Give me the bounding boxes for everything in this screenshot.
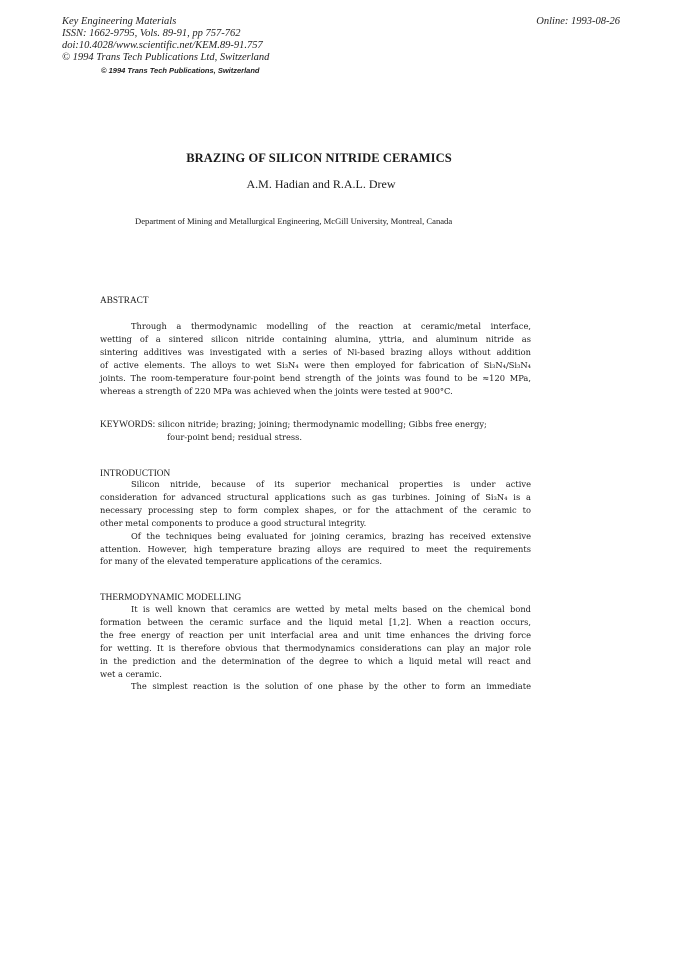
thermo-line: for wetting. It is therefore obvious that thermodynamics considerations can play an major role — [100, 642, 531, 653]
online-date: Online: 1993-08-26 — [536, 16, 620, 27]
thermo-line: wet a ceramic. — [100, 668, 162, 679]
keywords-block — [100, 418, 540, 432]
introduction-body — [100, 478, 531, 568]
intro-line: other metal components to produce a good structural integrity. — [100, 517, 367, 528]
abstract-line: Through a thermodynamic modelling of the reaction at ceramic/metal interface, — [131, 321, 531, 331]
thermo-line: the free energy of reaction per unit interfacial area and unit time enhances the driving force — [100, 629, 531, 640]
doi-line: doi:10.4028/www.scientific.net/KEM.89-91.757 — [62, 40, 263, 51]
intro-line: consideration for advanced structural applications such as gas turbines. Joining of Si₃N₄ is a — [100, 491, 531, 502]
issn-line: ISSN: 1662-9795, Vols. 89-91, pp 757-762 — [62, 28, 241, 39]
thermo-body — [100, 603, 531, 693]
paper-title: BRAZING OF SILICON NITRIDE CERAMICS — [186, 151, 452, 165]
intro-line: Silicon nitride, because of its superior mechanical properties is under active — [131, 479, 531, 489]
abstract-line: wetting of a sintered silicon nitride containing alumina, yttria, and aluminum nitride as — [100, 333, 531, 344]
journal-name: Key Engineering Materials — [62, 16, 177, 27]
copyright-line: © 1994 Trans Tech Publications Ltd, Switzerland — [62, 52, 270, 63]
intro-line: attention. However, high temperature brazing alloys are required to meet the requirements — [100, 543, 531, 554]
paper-affiliation: Department of Mining and Metallurgical Engineering, McGill University, Montreal, Canada — [135, 216, 453, 226]
abstract-line: of active elements. The alloys to wet Si₃N₄ were then employed for fabrication of Si₃N₄/Si₃N₄ — [100, 359, 531, 370]
original-copyright: © 1994 Trans Tech Publications, Switzerland — [101, 66, 260, 75]
keywords-line-2: four-point bend; residual stress. — [167, 432, 303, 442]
thermo-line: formation between the ceramic surface and the liquid metal [1,2]. When a reaction occurs, — [100, 616, 531, 627]
intro-line: for many of the elevated temperature applications of the ceramics. — [100, 556, 382, 567]
keywords-label: KEYWORDS: — [100, 420, 156, 430]
thermo-line: in the prediction and the determination of the degree to which a liquid metal will react and — [100, 655, 531, 666]
thermo-heading: THERMODYNAMIC MODELLING — [100, 593, 242, 603]
abstract-heading: ABSTRACT — [100, 296, 149, 306]
thermo-line: The simplest reaction is the solution of one phase by the other to form an immediate — [131, 681, 531, 692]
abstract-line: whereas a strength of 220 MPa was achieved when the joints were tested at 900°C. — [100, 385, 453, 396]
paper-authors: A.M. Hadian and R.A.L. Drew — [246, 177, 396, 191]
keywords-line-1: silicon nitride; brazing; joining; thermodynamic modelling; Gibbs free energy; — [157, 419, 487, 429]
abstract-line: joints. The room-temperature four-point bend strength of the joints was found to be ≈120 MPa, — [100, 372, 531, 383]
intro-line: Of the techniques being evaluated for joining ceramics, brazing has received extensive — [131, 530, 531, 541]
introduction-heading: INTRODUCTION — [100, 469, 171, 479]
intro-line: necessary processing step to form complex shapes, or for the attachment of the ceramic to — [100, 504, 531, 515]
thermo-line: It is well known that ceramics are wetted by metal melts based on the chemical bond — [131, 604, 531, 614]
abstract-line: sintering additives was investigated with a series of Ni-based brazing alloys without addition — [100, 346, 531, 357]
abstract-body — [100, 320, 531, 397]
